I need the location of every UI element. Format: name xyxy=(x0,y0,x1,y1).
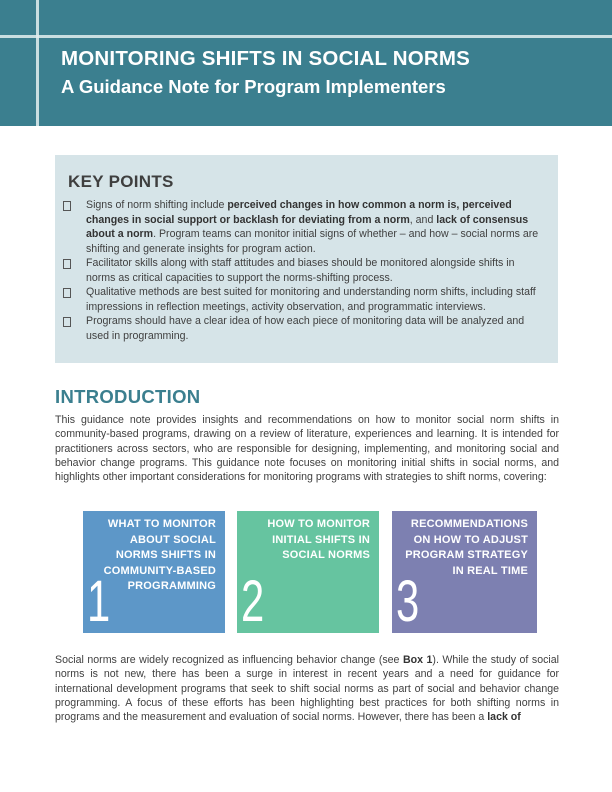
box-reference-link: Box 1 xyxy=(402,654,433,666)
tile-number: 1 xyxy=(87,569,111,634)
key-point-item: Qualitative methods are best suited for monitoring and understanding norm shifts, including staff impressions in reflection meetings, activity observation, and programmatic interviews. xyxy=(63,285,543,314)
header-banner xyxy=(0,0,612,126)
body-paragraph: Social norms are widely recognized as influencing behavior change (see Box 1). While the study of social norms is not new, there has been a surge in interest in recent years and a need for guidance for international development programs that seek to shift social norms as part of social and behavior change programming. A focus of these efforts has been highlighting best practices for both shifting norms in programs and the measurement and evaluation of social norms. However, there has been a lack of xyxy=(55,654,559,724)
key-point-item: Programs should have a clear idea of how each piece of monitoring data will be analyzed and used in programming. xyxy=(63,314,543,343)
key-point-item: Facilitator skills along with staff attitudes and biases should be monitored alongside shifts in norms as critical capacities to support the norms-shifting process. xyxy=(63,256,543,285)
decorative-horizontal-line xyxy=(0,35,612,38)
tile-label: HOW TO MONITOR INITIAL SHIFTS IN SOCIAL NORMS xyxy=(267,518,370,561)
bullet-box-icon xyxy=(63,317,71,327)
introduction-heading: INTRODUCTION xyxy=(55,386,201,407)
bullet-box-icon xyxy=(63,259,71,269)
key-points-title: KEY POINTS xyxy=(68,172,174,191)
key-points-box xyxy=(55,155,558,363)
key-points-list xyxy=(63,198,543,343)
topic-tile-3 xyxy=(392,511,537,633)
bullet-box-icon xyxy=(63,288,71,298)
topic-tile-1 xyxy=(83,511,225,633)
document-subtitle: A Guidance Note for Program Implementers xyxy=(61,76,446,97)
key-point-item: Signs of norm shifting include perceived changes in how common a norm is, perceived changes in social support or backlash for deviating from a norm, and lack of consensus about a norm. Program teams can monitor initial signs of whether – and how – social norms are shifting and generate insights for program action. xyxy=(63,198,543,256)
tile-label: WHAT TO MONITOR ABOUT SOCIAL NORMS SHIFTS IN COMMUNITY-BASED PROGRAMMING xyxy=(103,518,216,592)
document-title: MONITORING SHIFTS IN SOCIAL NORMS xyxy=(61,47,471,70)
introduction-paragraph: This guidance note provides insights and recommendations on how to monitor social norm shifts in community-based programs, drawing on a review of literature, experiences and learning. It is intended for practitioners across sectors, who are responsible for designing, implementing, and monitoring social and behavior change programs. This guidance note focuses on monitoring initial shifts in social norms, and highlights other important considerations for monitoring programs with strategies to shift norms, covering: xyxy=(55,414,559,484)
tile-label: RECOMMENDATIONS ON HOW TO ADJUST PROGRAM STRATEGY IN REAL TIME xyxy=(405,518,528,577)
tile-number: 2 xyxy=(241,569,265,634)
topic-tile-2 xyxy=(237,511,379,633)
tile-number: 3 xyxy=(396,569,420,634)
decorative-vertical-line xyxy=(36,0,39,126)
bullet-box-icon xyxy=(63,201,71,211)
